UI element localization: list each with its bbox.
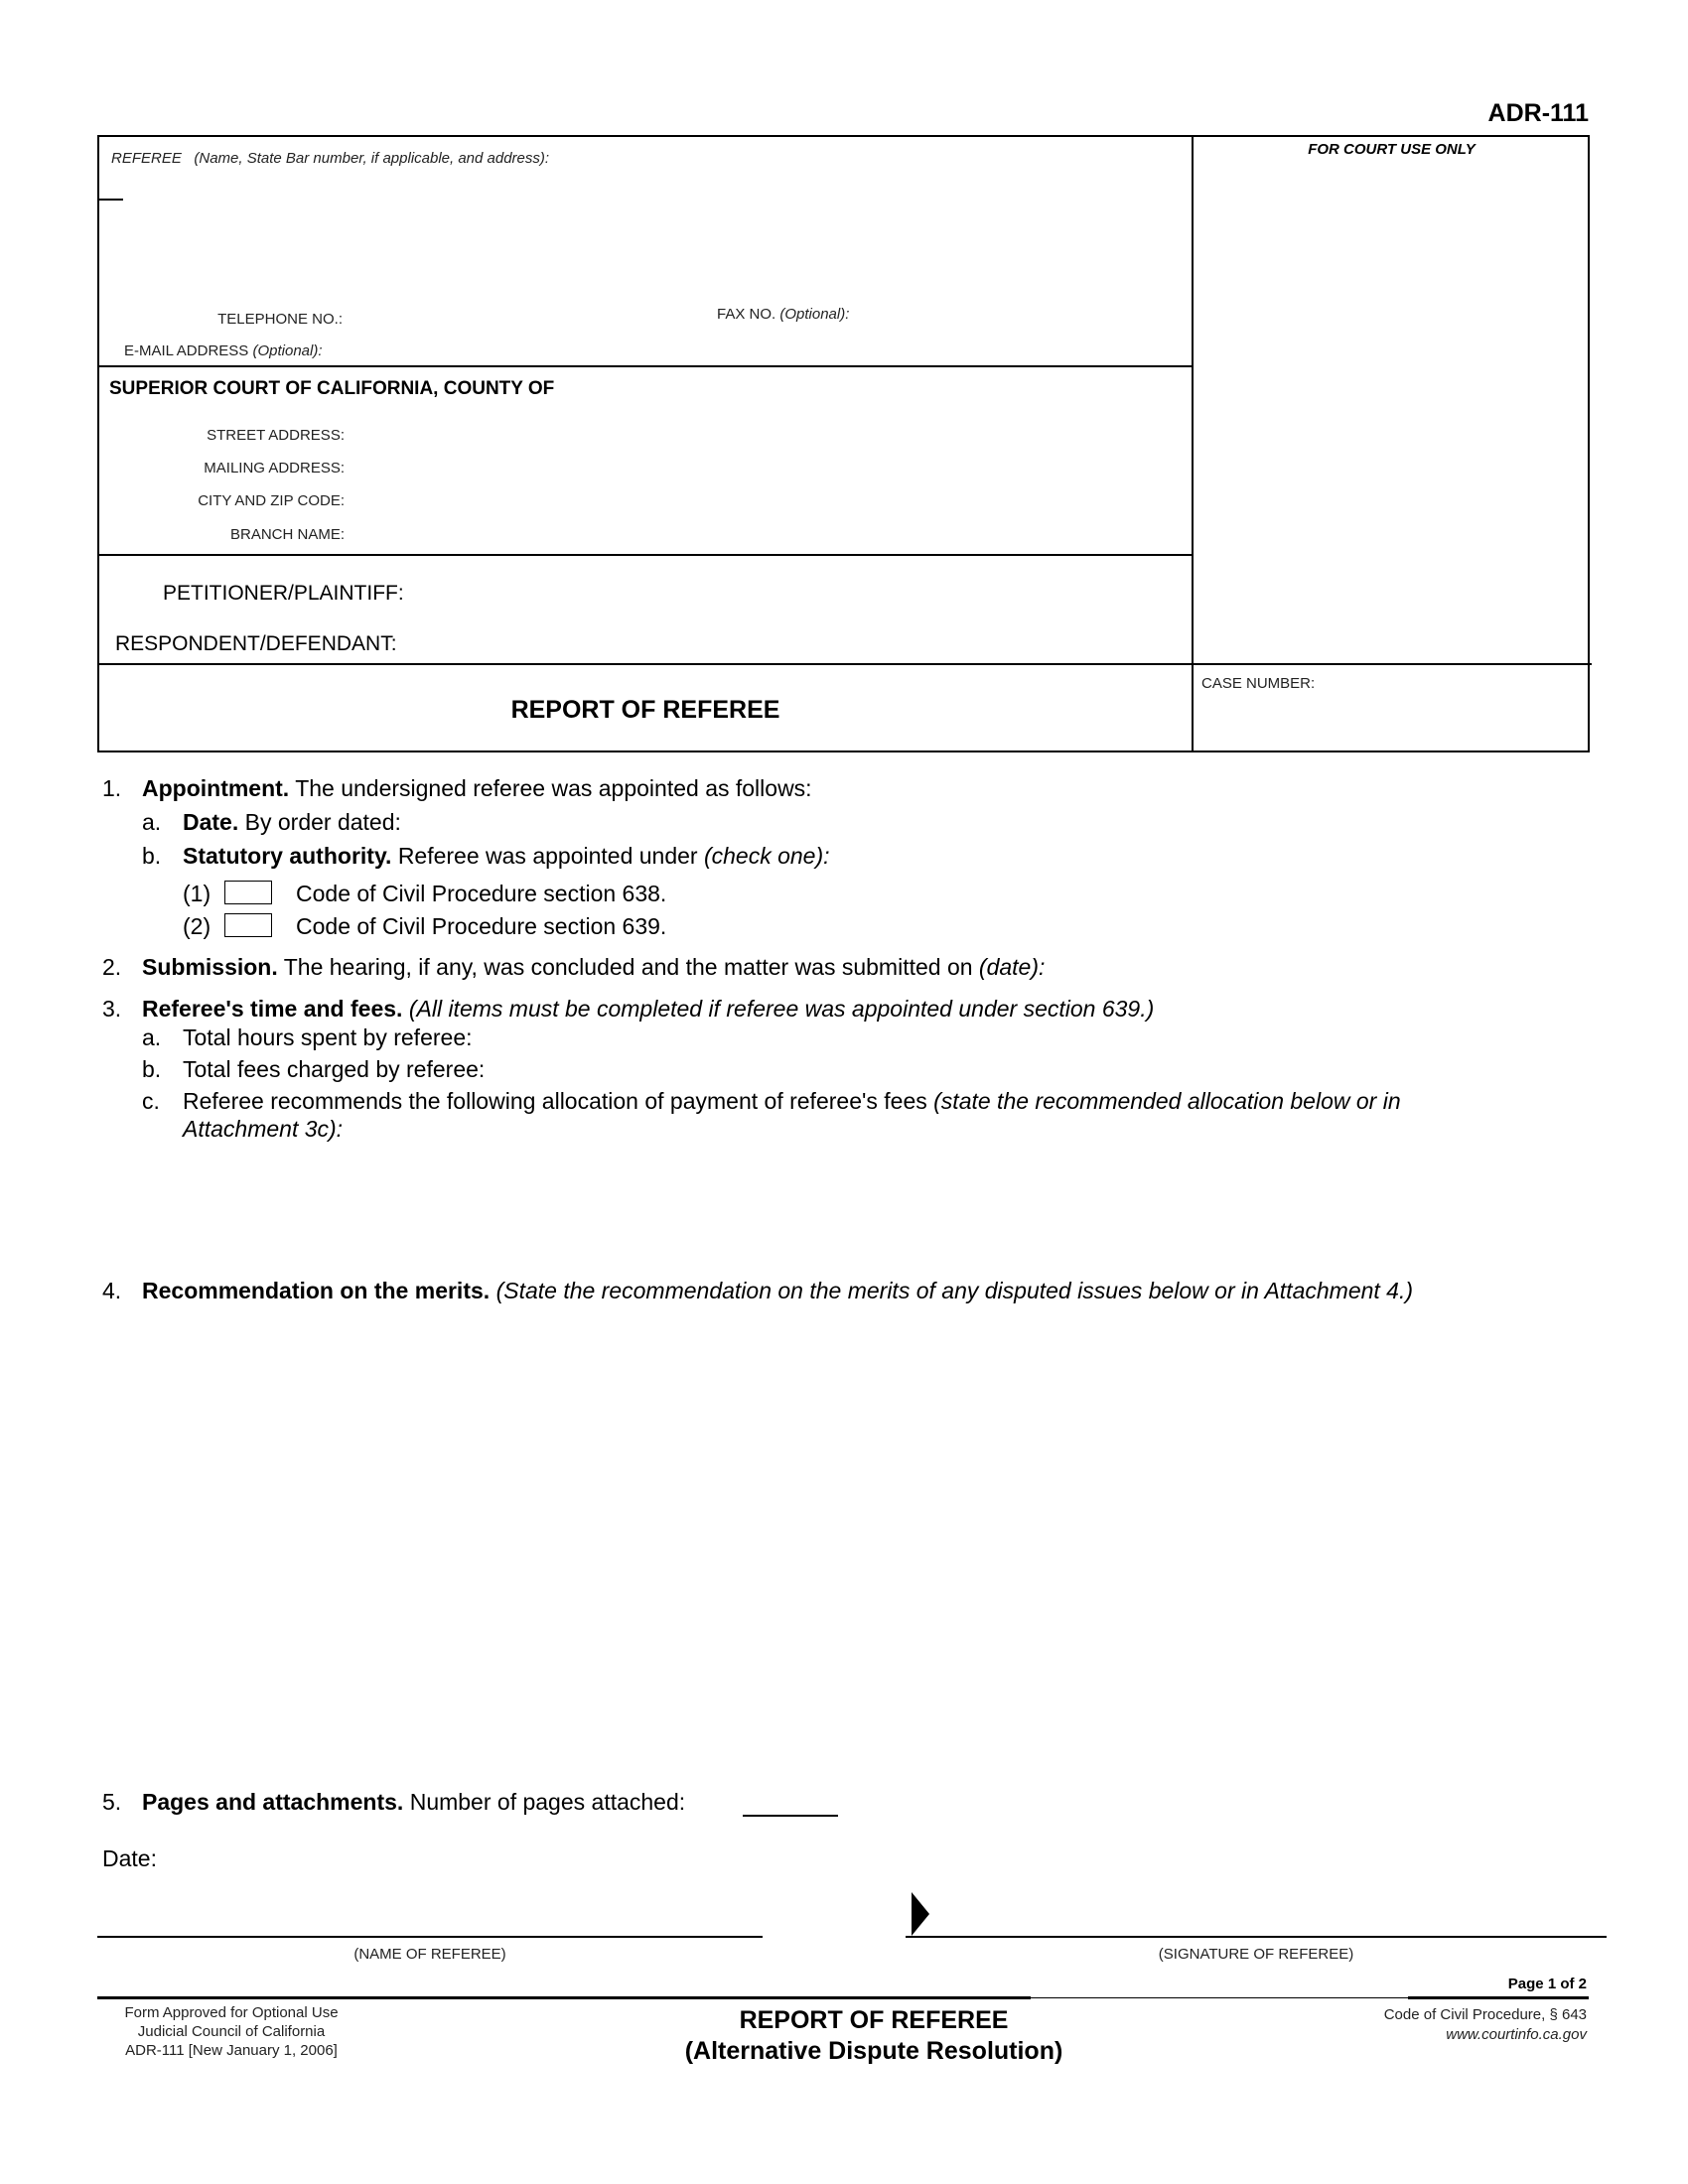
item3-number: 3.: [102, 996, 122, 1022]
option1-label: Code of Civil Procedure section 638.: [296, 881, 667, 906]
submission-date-input[interactable]: [1132, 951, 1569, 979]
item1b-letter: b.: [142, 843, 162, 869]
petitioner-label: PETITIONER/PLAINTIFF:: [163, 582, 404, 605]
date-label: Date:: [102, 1845, 157, 1871]
option2-number: (2): [183, 913, 211, 939]
item1-line: Appointment. The undersigned referee was appointed as follows:: [142, 775, 812, 801]
signature-caption: (SIGNATURE OF REFEREE): [1158, 1946, 1354, 1963]
respondent-input[interactable]: [417, 626, 1172, 656]
form-id: ADR-111: [1487, 99, 1589, 127]
branch-name-label: BRANCH NAME:: [229, 526, 345, 543]
caption-box: [97, 135, 1590, 752]
referee-label: REFEREE (Name, State Bar number, if applicable, and address):: [111, 150, 550, 167]
footer-left: Form Approved for Optional Use Judicial Council of California ADR-111 [New January 1, 2006]: [124, 2004, 339, 2059]
mailing-address-label: MAILING ADDRESS:: [204, 460, 345, 477]
merits-recommendation-input[interactable]: [142, 1320, 1572, 1777]
caption-divider: [1192, 137, 1194, 752]
referee-input[interactable]: [129, 185, 1172, 294]
telephone-label: TELEPHONE NO.:: [217, 311, 343, 328]
item3a-letter: a.: [142, 1024, 162, 1050]
item4-number: 4.: [102, 1278, 122, 1303]
case-number-input[interactable]: [1201, 703, 1579, 739]
footer-right: Code of Civil Procedure, § 643 www.courtinfo.ca.gov: [1383, 2006, 1587, 2043]
court-use-only-label: FOR COURT USE ONLY: [1308, 141, 1476, 158]
city-zip-label: CITY AND ZIP CODE:: [198, 492, 345, 509]
signature-line: [906, 1936, 1607, 1938]
order-date-input[interactable]: [427, 806, 1122, 834]
footer-rule-right: [1408, 1996, 1589, 1999]
item2-line: Submission. The hearing, if any, was concluded and the matter was submitted on (date):: [142, 954, 1046, 980]
item1-number: 1.: [102, 775, 122, 801]
email-input[interactable]: [350, 336, 1174, 361]
footer-title: REPORT OF REFEREE (Alternative Dispute Resolution): [684, 2006, 1063, 2065]
item2-number: 2.: [102, 954, 122, 980]
item5-number: 5.: [102, 1789, 122, 1815]
signature-date-input[interactable]: [169, 1843, 665, 1870]
pages-attached-input[interactable]: [743, 1787, 838, 1817]
court-title: SUPERIOR COURT OF CALIFORNIA, COUNTY OF: [109, 378, 555, 399]
option2-label: Code of Civil Procedure section 639.: [296, 913, 667, 939]
fax-input[interactable]: [864, 300, 1182, 326]
option1-number: (1): [183, 881, 211, 906]
item3b-line: Total fees charged by referee:: [183, 1056, 486, 1082]
section-638-checkbox[interactable]: [224, 881, 272, 904]
fee-allocation-input[interactable]: [183, 1152, 1573, 1261]
item1a-line: Date. By order dated:: [183, 809, 401, 835]
respondent-label: RESPONDENT/DEFENDANT:: [115, 632, 397, 655]
email-label: E-MAIL ADDRESS (Optional):: [124, 342, 323, 359]
case-number-label: CASE NUMBER:: [1201, 675, 1316, 692]
name-caption: (NAME OF REFEREE): [353, 1946, 506, 1963]
name-of-referee-input[interactable]: [97, 1886, 763, 1936]
hours-input[interactable]: [516, 1022, 1112, 1049]
section-639-checkbox[interactable]: [224, 913, 272, 937]
item4-line: Recommendation on the merits. (State the recommendation on the merits of any disputed issues below or in Attachment 4.): [142, 1278, 1414, 1303]
page-number: Page 1 of 2: [1507, 1976, 1587, 1992]
petitioner-input[interactable]: [417, 576, 1172, 606]
item3-line: Referee's time and fees. (All items must be completed if referee was appointed under section 639.): [142, 996, 1155, 1022]
name-line: [97, 1936, 763, 1938]
item1a-letter: a.: [142, 809, 162, 835]
item3a-line: Total hours spent by referee:: [183, 1024, 473, 1050]
item3b-letter: b.: [142, 1056, 162, 1082]
item3c-line: Referee recommends the following allocation of payment of referee's fees (state the recommended allocation below or in Attachment 3c):: [183, 1088, 1401, 1142]
item5-line: Pages and attachments. Number of pages attached:: [142, 1789, 686, 1815]
street-address-label: STREET ADDRESS:: [207, 427, 345, 444]
fax-label: FAX NO. (Optional):: [717, 306, 850, 323]
fees-input[interactable]: [526, 1053, 1122, 1081]
footer-rule-left: [97, 1996, 1031, 1999]
item3c-letter: c.: [142, 1088, 160, 1114]
signature-input[interactable]: [906, 1886, 1607, 1936]
item1b-line: Statutory authority. Referee was appointed under (check one):: [183, 843, 830, 869]
form-title: REPORT OF REFEREE: [510, 696, 780, 724]
